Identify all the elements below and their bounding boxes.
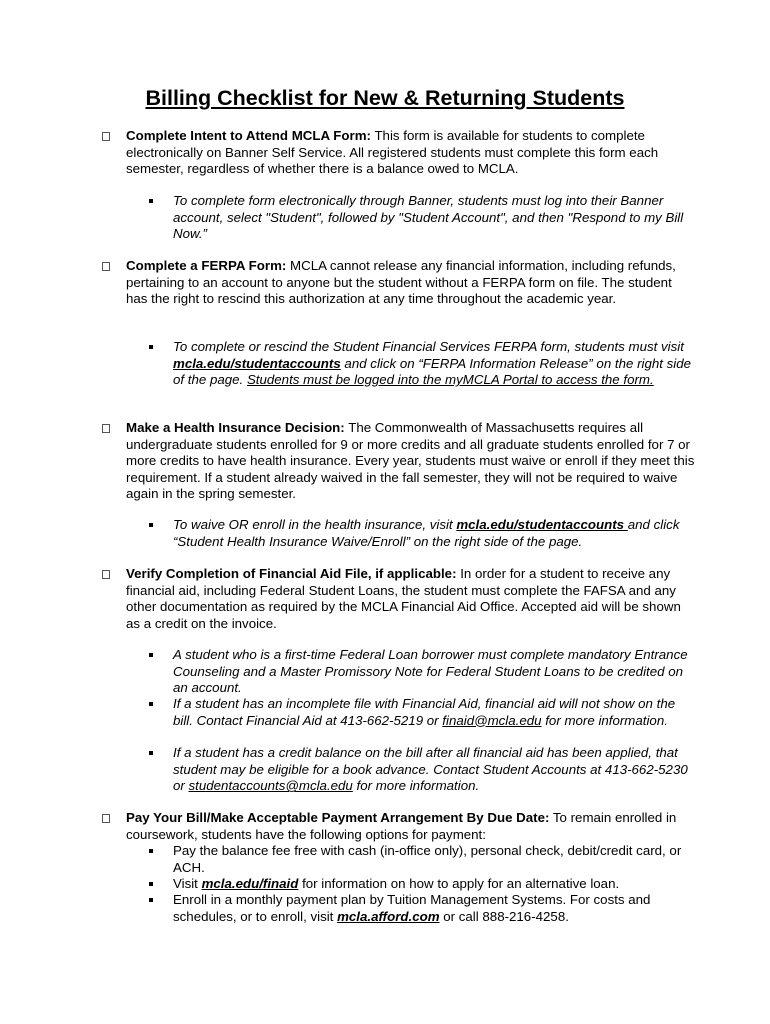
section-heading: Complete a FERPA Form:	[126, 258, 287, 273]
bullet-text	[173, 517, 693, 550]
checkbox-icon[interactable]	[102, 424, 110, 433]
checkbox-icon[interactable]	[102, 570, 110, 579]
bullet-text	[173, 745, 693, 795]
page-title: Billing Checklist for New & Returning Students	[145, 86, 625, 110]
bullet-text-part: To complete or rescind the Student Financial Services FERPA form, students must visit	[173, 339, 684, 354]
bullet-text-part: for information on how to apply for an alternative loan.	[298, 876, 620, 891]
section-body: To remain enrolled in coursework, students have the following options for payment:	[126, 810, 677, 842]
bullet-text	[173, 339, 693, 389]
health-insurance-link[interactable]: mcla.edu/studentaccounts	[456, 517, 628, 532]
portal-login-note: Students must be logged into the myMCLA Portal to access the form.	[246, 372, 654, 388]
bullet-square-icon	[149, 523, 153, 527]
bullet-text-part: for more information.	[352, 778, 480, 794]
bullet-text	[173, 892, 693, 925]
section-body: MCLA cannot release any financial information, including refunds, pertaining to an account to anyone but the student without a FERPA form on file. The student has the right to rescind this authorization at any time throughout the academic year.	[126, 258, 676, 307]
bullet-text-part: If a student has a credit balance on the bill after all financial aid has been applied, that student may be eligible for a book advance. Contact Student Accounts at 413-662-5230 or	[173, 745, 688, 794]
section-heading: Complete Intent to Attend MCLA Form:	[126, 128, 371, 143]
section-paragraph	[126, 258, 696, 308]
section-body: In order for a student to receive any financial aid, including Federal Student Loans, the student must complete the FAFSA and any other documentation as required by the MCLA Financial Aid Office. Accepted aid will be shown as a credit on the invoice.	[126, 566, 681, 631]
bullet-text-part: Enroll in a monthly payment plan by Tuition Management Systems. For costs and schedules, or to enroll, visit	[173, 892, 651, 924]
checkbox-icon[interactable]	[102, 262, 110, 271]
bullet-text: To complete form electronically through Banner, students must log into their Banner account, select "Student", followed by "Student Account", and then "Respond to my Bill Now.”	[173, 193, 684, 242]
bullet-square-icon	[149, 199, 153, 203]
bullet-text-part: If a student has an incomplete file with Financial Aid, financial aid will not show on the bill. Contact Financial Aid at 413-662-5219 or	[173, 696, 676, 728]
bullet-text	[173, 876, 693, 893]
bullet-square-icon	[149, 849, 153, 853]
checkbox-icon[interactable]	[102, 814, 110, 823]
bullet-text-part: and click “Student Health Insurance Waive/Enroll” on the right side of the page.	[173, 517, 680, 549]
bullet-square-icon	[149, 653, 153, 657]
bullet-text-part: Visit	[173, 876, 202, 891]
section-paragraph	[126, 128, 696, 178]
bullet-square-icon	[149, 898, 153, 902]
bullet-text: Pay the balance fee free with cash (in-office only), personal check, debit/credit card, or ACH.	[173, 843, 682, 875]
bullet-square-icon	[149, 882, 153, 886]
section-heading: Pay Your Bill/Make Acceptable Payment Arrangement By Due Date:	[126, 810, 550, 825]
bullet-square-icon	[149, 345, 153, 349]
section-body: The Commonwealth of Massachusetts requires all undergraduate students enrolled for 9 or more credits and all graduate students enrolled for 7 or more credits to have health insurance. Every year, students must waive or enroll if they meet this requirement. If a student already waived in the fall semester, they will not be required to waive again in the spring semester.	[126, 420, 695, 502]
student-accounts-email-link[interactable]: studentaccounts@mcla.edu	[188, 778, 353, 794]
checkbox-icon[interactable]	[102, 132, 110, 141]
section-paragraph	[126, 420, 696, 503]
bullet-text-part: and click on “FERPA Information Release” on the right side of the page.	[173, 355, 692, 388]
ferpa-link[interactable]: mcla.edu/studentaccounts	[173, 355, 341, 371]
afford-link[interactable]: mcla.afford.com	[337, 908, 440, 924]
bullet-text-part: To waive OR enroll in the health insurance, visit	[173, 517, 457, 532]
section-heading: Verify Completion of Financial Aid File, if applicable:	[126, 566, 457, 581]
bullet-text-part: for more information.	[541, 712, 668, 728]
bullet-text: A student who is a first-time Federal Loan borrower must complete mandatory Entrance Counseling and a Master Promissory Note for Federal Student Loans to be credited on an account.	[173, 647, 688, 696]
bullet-text-part: or call 888-216-4258.	[439, 908, 569, 924]
bullet-square-icon	[149, 751, 153, 755]
bullet-text	[173, 696, 693, 729]
finaid-email-link[interactable]: finaid@mcla.edu	[442, 712, 542, 728]
section-body: This form is available for students to complete electronically on Banner Self Service. All registered students must complete this form each semester, regardless of whether there is a balance owed to MCLA.	[126, 128, 659, 177]
section-paragraph	[126, 810, 696, 843]
bullet-square-icon	[149, 702, 153, 706]
section-paragraph	[126, 566, 696, 632]
finaid-link[interactable]: mcla.edu/finaid	[201, 876, 299, 891]
section-heading: Make a Health Insurance Decision:	[126, 420, 345, 435]
